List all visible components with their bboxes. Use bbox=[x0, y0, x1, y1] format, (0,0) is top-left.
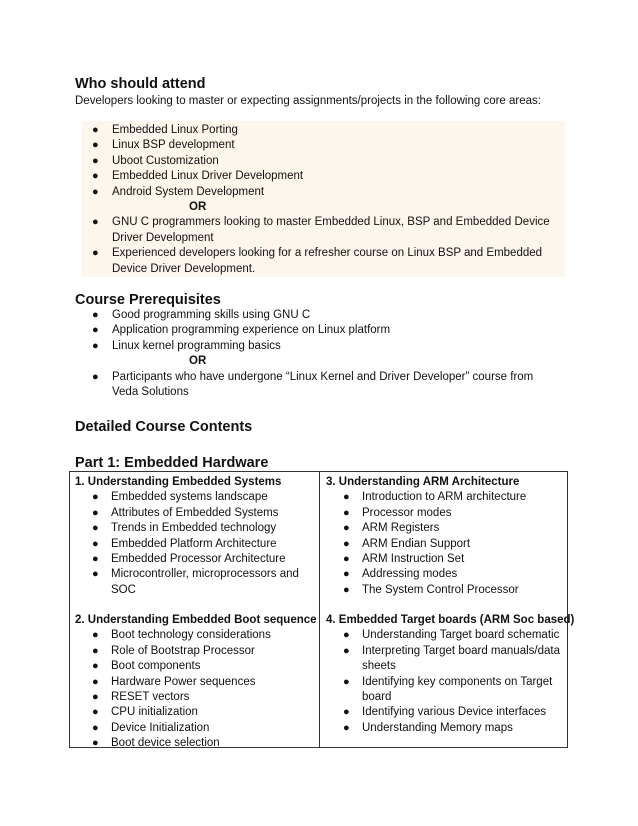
cell-list bbox=[75, 490, 315, 598]
bullet-icon: ● bbox=[92, 124, 99, 136]
bullet-icon: ● bbox=[92, 170, 99, 183]
bullet-icon: ● bbox=[92, 537, 99, 550]
list-item: ● The System Control Processor bbox=[326, 583, 566, 598]
list-item: ● Good programming skills using GNU C bbox=[92, 308, 552, 323]
bullet-icon: ● bbox=[343, 506, 350, 519]
bullet-icon: ● bbox=[343, 537, 350, 550]
attend-items-a bbox=[92, 123, 552, 200]
bullet-icon: ● bbox=[343, 721, 350, 734]
bullet-icon: ● bbox=[92, 553, 99, 566]
list-item: ● Embedded Linux Driver Development bbox=[92, 169, 552, 184]
list-item: ● Boot device selection bbox=[75, 736, 315, 751]
cell-heading: 2. Understanding Embedded Boot sequence bbox=[75, 614, 317, 626]
bullet-icon: ● bbox=[92, 737, 99, 750]
bullet-icon: ● bbox=[92, 506, 99, 519]
or-separator: OR bbox=[189, 201, 207, 214]
list-item: ● Role of Bootstrap Processor bbox=[75, 644, 315, 659]
list-item: ● Processor modes bbox=[326, 506, 566, 521]
prereq-items-b bbox=[92, 370, 552, 401]
bullet-icon: ● bbox=[92, 139, 99, 152]
cell-list bbox=[75, 628, 315, 751]
attend-items-b bbox=[92, 215, 552, 277]
bullet-icon: ● bbox=[92, 491, 99, 504]
bullet-icon: ● bbox=[92, 216, 99, 229]
list-item: ● Boot technology considerations bbox=[75, 628, 315, 643]
bullet-icon: ● bbox=[92, 644, 99, 657]
cell-heading: 3. Understanding ARM Architecture bbox=[326, 476, 520, 488]
list-item: ● Android System Development bbox=[92, 185, 552, 200]
section-title-who-should-attend: Who should attend bbox=[75, 76, 206, 92]
list-item: ● Linux BSP development bbox=[92, 138, 552, 153]
list-item: ● RESET vectors bbox=[75, 690, 315, 705]
list-item: ● Attributes of Embedded Systems bbox=[75, 506, 315, 521]
list-item: ● Linux kernel programming basics bbox=[92, 339, 552, 354]
column-divider bbox=[319, 472, 320, 747]
cell-list bbox=[326, 628, 566, 736]
list-item: ● CPU initialization bbox=[75, 705, 315, 720]
list-item: ● Trends in Embedded technology bbox=[75, 521, 315, 536]
bullet-icon: ● bbox=[92, 675, 99, 688]
list-item: ● ARM Instruction Set bbox=[326, 552, 566, 567]
list-item: ● Embedded systems landscape bbox=[75, 490, 315, 505]
bullet-icon: ● bbox=[92, 629, 99, 642]
cell-heading: 4. Embedded Target boards (ARM Soc based) bbox=[326, 614, 575, 626]
bullet-icon: ● bbox=[343, 568, 350, 581]
bullet-icon: ● bbox=[92, 247, 99, 260]
who-should-attend-list bbox=[92, 123, 552, 277]
list-item: ● Interpreting Target board manuals/data sheets bbox=[343, 644, 560, 673]
table-cell-embedded-systems bbox=[75, 475, 315, 598]
list-item: ● Identifying key components on Target board bbox=[343, 675, 553, 704]
section-title-detailed-course-contents: Detailed Course Contents bbox=[75, 419, 253, 435]
bullet-icon: ● bbox=[343, 583, 350, 596]
bullet-icon: ● bbox=[343, 675, 350, 688]
table-cell-boot-sequence bbox=[75, 613, 315, 752]
list-item: ● Boot components bbox=[75, 659, 315, 674]
table-cell-target-boards bbox=[326, 613, 575, 736]
bullet-icon: ● bbox=[343, 629, 350, 642]
bullet-icon: ● bbox=[92, 324, 99, 337]
cell-heading: 1. Understanding Embedded Systems bbox=[75, 476, 282, 488]
list-item: ● Participants who have undergone “Linux Kernel and Driver Developer” course from Veda Solutions bbox=[92, 370, 534, 399]
list-item: ● Hardware Power sequences bbox=[75, 675, 315, 690]
bullet-icon: ● bbox=[92, 309, 99, 321]
list-item: ● Device Initialization bbox=[75, 721, 315, 736]
bullet-icon: ● bbox=[343, 553, 350, 566]
course-contents-table bbox=[69, 471, 575, 750]
part1-title: Part 1: Embedded Hardware bbox=[75, 455, 269, 471]
list-item: ● Application programming experience on Linux platform bbox=[92, 323, 552, 338]
list-item: ● Identifying various Device interfaces bbox=[326, 705, 566, 720]
list-item: ● GNU C programmers looking to master Embedded Linux, BSP and Embedded Device Driver Development bbox=[92, 216, 550, 244]
bullet-icon: ● bbox=[343, 491, 350, 504]
bullet-icon: ● bbox=[92, 522, 99, 535]
bullet-icon: ● bbox=[92, 721, 99, 734]
or-separator: OR bbox=[189, 355, 207, 368]
bullet-icon: ● bbox=[92, 660, 99, 673]
list-item: ● Addressing modes bbox=[326, 567, 566, 582]
list-item: ● Experienced developers looking for a refresher course on Linux BSP and Embedded Device Driver Development. bbox=[92, 247, 543, 275]
list-item: ● ARM Endian Support bbox=[326, 537, 566, 552]
who-should-attend-intro: Developers looking to master or expecting assignments/projects in the following core areas: bbox=[75, 95, 541, 107]
bullet-icon: ● bbox=[343, 522, 350, 535]
bullet-icon: ● bbox=[92, 154, 99, 167]
prerequisites-list bbox=[92, 308, 552, 400]
section-title-course-prerequisites: Course Prerequisites bbox=[75, 292, 221, 308]
list-item: ● Embedded Linux Porting bbox=[92, 123, 552, 138]
bullet-icon: ● bbox=[92, 370, 99, 383]
bullet-icon: ● bbox=[92, 706, 99, 719]
bullet-icon: ● bbox=[92, 691, 99, 704]
list-item: ● Uboot Customization bbox=[92, 154, 552, 169]
list-item: ● Understanding Memory maps bbox=[326, 721, 566, 736]
bullet-icon: ● bbox=[343, 706, 350, 719]
bullet-icon: ● bbox=[92, 568, 99, 581]
list-item: ● Introduction to ARM architecture bbox=[326, 490, 566, 505]
list-item: ● Embedded Platform Architecture bbox=[75, 537, 315, 552]
table-cell-arm-architecture bbox=[326, 475, 566, 598]
bullet-icon: ● bbox=[92, 185, 99, 198]
prereq-items-a bbox=[92, 308, 552, 354]
list-item: ● Microcontroller, microprocessors and SOC bbox=[92, 568, 299, 596]
bullet-icon: ● bbox=[92, 339, 99, 352]
list-item: ● Embedded Processor Architecture bbox=[75, 552, 315, 567]
list-item: ● ARM Registers bbox=[326, 521, 566, 536]
cell-list bbox=[326, 490, 566, 598]
bullet-icon: ● bbox=[343, 644, 350, 657]
list-item: ● Understanding Target board schematic bbox=[326, 628, 566, 643]
